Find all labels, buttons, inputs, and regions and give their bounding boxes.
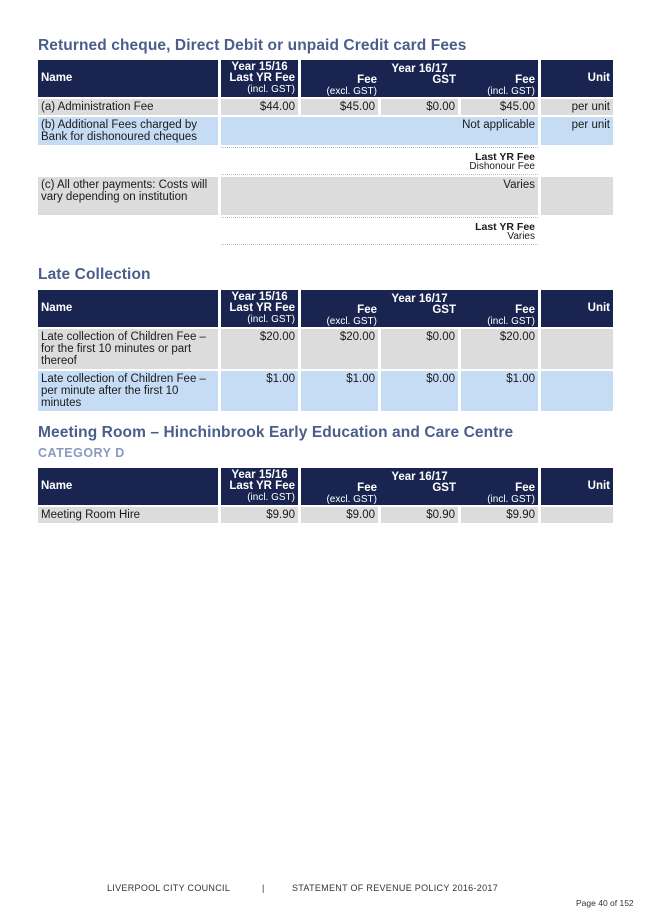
note-block — [221, 147, 538, 175]
fee-excl-label: Fee — [357, 74, 377, 86]
meeting-fees-table — [35, 466, 616, 525]
year-prev-label: Year 15/16 — [231, 469, 288, 481]
row-name: (b) Additional Fees charged by Bank for dishonoured cheques — [38, 117, 218, 145]
fee-excl-label: Fee — [357, 304, 377, 316]
col-header-year-cur — [301, 468, 538, 505]
row-fee-excl: $45.00 — [301, 99, 378, 115]
excl-gst-label: (excl. GST) — [326, 316, 377, 327]
section-title-returned: Returned cheque, Direct Debit or unpaid Credit card Fees — [38, 37, 467, 54]
row-last-yr-fee: $1.00 — [221, 371, 298, 411]
row-name: Meeting Room Hire — [38, 507, 218, 523]
gst-label: GST — [432, 74, 456, 86]
row-last-yr-fee: $44.00 — [221, 99, 298, 115]
col-header-last-yr — [221, 290, 298, 327]
row-fee-incl: $45.00 — [461, 99, 538, 115]
fee-incl-label: Fee — [515, 482, 535, 494]
col-header-last-yr — [221, 468, 298, 505]
row-name: (a) Administration Fee — [38, 99, 218, 115]
incl-gst-label: (incl. GST) — [247, 492, 295, 503]
col-header-unit: Unit — [541, 290, 613, 327]
gst-label: GST — [432, 304, 456, 316]
footer-separator: | — [262, 883, 265, 893]
row-gst: $0.00 — [381, 99, 458, 115]
last-yr-fee-label: Last YR Fee — [229, 72, 295, 84]
row-fee-excl: $20.00 — [301, 329, 378, 369]
note-row — [38, 217, 613, 245]
incl-gst-label: (incl. GST) — [487, 494, 535, 505]
row-gst: $0.90 — [381, 507, 458, 523]
table-row — [38, 117, 613, 145]
row-span-value: Varies — [221, 177, 538, 215]
row-name: Late collection of Children Fee – for the first 10 minutes or part thereof — [38, 329, 218, 369]
row-last-yr-fee: $20.00 — [221, 329, 298, 369]
note-title: Last YR Fee — [475, 151, 535, 163]
note-row — [38, 147, 613, 175]
table-row — [38, 507, 613, 523]
late-fees-table — [35, 288, 616, 413]
table-row — [38, 99, 613, 115]
row-unit — [541, 329, 613, 369]
col-header-last-yr — [221, 60, 298, 97]
fee-incl-label: Fee — [515, 74, 535, 86]
excl-gst-label: (excl. GST) — [326, 494, 377, 505]
table-row — [38, 177, 613, 215]
col-header-name: Name — [38, 60, 218, 97]
row-unit: per unit — [541, 99, 613, 115]
gst-label: GST — [432, 482, 456, 494]
year-cur-label: Year 16/17 — [391, 293, 448, 305]
footer-doc-title: STATEMENT OF REVENUE POLICY 2016-2017 — [292, 883, 499, 893]
col-header-unit: Unit — [541, 468, 613, 505]
table-header-row — [38, 290, 613, 327]
table-header-row — [38, 60, 613, 97]
note-block — [221, 217, 538, 245]
row-gst: $0.00 — [381, 371, 458, 411]
table-row — [38, 371, 613, 411]
year-cur-label: Year 16/17 — [391, 471, 448, 483]
incl-gst-label: (incl. GST) — [487, 86, 535, 97]
table-header-row — [38, 468, 613, 505]
table-row — [38, 329, 613, 369]
category-label: CATEGORY D — [38, 446, 125, 460]
row-name: (c) All other payments: Costs will vary depending on institution — [38, 177, 218, 215]
row-last-yr-fee: $9.90 — [221, 507, 298, 523]
col-header-year-cur — [301, 290, 538, 327]
last-yr-fee-label: Last YR Fee — [229, 302, 295, 314]
row-span-value: Not applicable — [221, 117, 538, 145]
incl-gst-label: (incl. GST) — [487, 316, 535, 327]
note-value: Varies — [507, 231, 535, 242]
fee-incl-label: Fee — [515, 304, 535, 316]
incl-gst-label: (incl. GST) — [247, 84, 295, 95]
year-prev-label: Year 15/16 — [231, 291, 288, 303]
row-fee-excl: $1.00 — [301, 371, 378, 411]
last-yr-fee-label: Last YR Fee — [229, 480, 295, 492]
fee-excl-label: Fee — [357, 482, 377, 494]
row-unit: per unit — [541, 117, 613, 145]
footer-org: LIVERPOOL CITY COUNCIL — [107, 883, 231, 893]
row-unit — [541, 371, 613, 411]
col-header-unit: Unit — [541, 60, 613, 97]
row-fee-incl: $20.00 — [461, 329, 538, 369]
row-fee-incl: $9.90 — [461, 507, 538, 523]
row-fee-excl: $9.00 — [301, 507, 378, 523]
incl-gst-label: (incl. GST) — [247, 314, 295, 325]
row-gst: $0.00 — [381, 329, 458, 369]
section-title-late: Late Collection — [38, 266, 151, 283]
excl-gst-label: (excl. GST) — [326, 86, 377, 97]
returned-fees-table — [35, 58, 616, 247]
year-prev-label: Year 15/16 — [231, 61, 288, 73]
row-name: Late collection of Children Fee – per minute after the first 10 minutes — [38, 371, 218, 411]
page-number: Page 40 of 152 — [576, 898, 634, 908]
row-fee-incl: $1.00 — [461, 371, 538, 411]
section-title-meeting: Meeting Room – Hinchinbrook Early Education and Care Centre — [38, 424, 514, 441]
col-header-name: Name — [38, 468, 218, 505]
row-unit — [541, 507, 613, 523]
col-header-name: Name — [38, 290, 218, 327]
row-unit — [541, 177, 613, 215]
note-value: Dishonour Fee — [469, 161, 535, 172]
col-header-year-cur — [301, 60, 538, 97]
year-cur-label: Year 16/17 — [391, 63, 448, 75]
note-title: Last YR Fee — [475, 221, 535, 233]
